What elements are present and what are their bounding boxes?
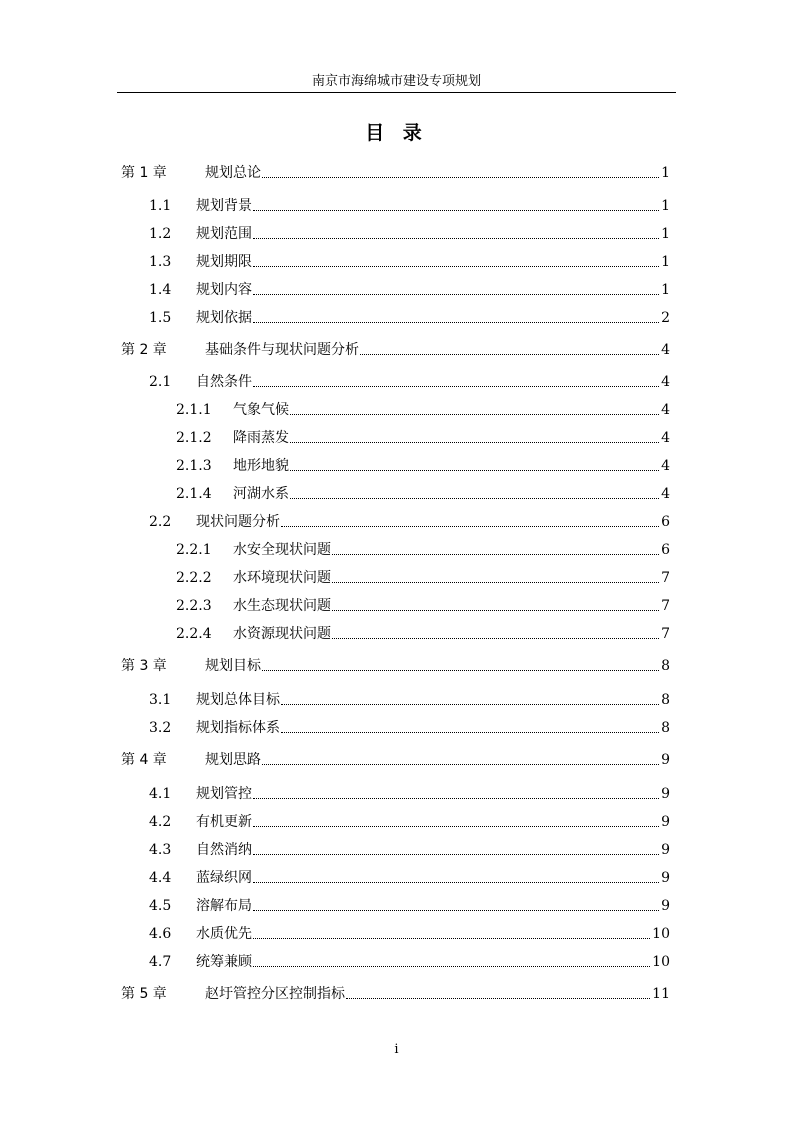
- toc-entry-page: 6: [661, 542, 670, 558]
- dot-leader: [253, 798, 659, 799]
- toc-entry-title: 水资源现状问题: [233, 626, 331, 642]
- toc-entry[interactable]: [0, 340, 793, 360]
- dot-leader: [346, 998, 650, 999]
- toc-entry-title: 规划总体目标: [196, 692, 280, 708]
- toc-entry-page: 4: [661, 430, 670, 446]
- toc-entry[interactable]: [0, 512, 793, 532]
- toc-entry-number: 第 5 章: [121, 986, 167, 1002]
- toc-entry[interactable]: [0, 568, 793, 588]
- toc-entry-page: 4: [661, 342, 670, 358]
- toc-entry-number: 2.2.4: [176, 626, 212, 642]
- dot-leader: [332, 638, 659, 639]
- toc-entry-number: 第 2 章: [121, 342, 167, 358]
- toc-entry-number: 1.3: [149, 254, 172, 270]
- toc-entry-number: 2.1.1: [176, 402, 212, 418]
- dot-leader: [253, 910, 659, 911]
- dot-leader: [253, 266, 659, 267]
- toc-entry-title: 规划指标体系: [196, 720, 280, 736]
- toc-entry-page: 1: [661, 226, 670, 242]
- toc-entry-page: 6: [661, 514, 670, 530]
- toc-entry-page: 4: [661, 458, 670, 474]
- header-rule: [117, 92, 676, 93]
- toc-entry[interactable]: [0, 784, 793, 804]
- toc-entry-page: 10: [652, 926, 670, 942]
- toc-entry-number: 1.4: [149, 282, 172, 298]
- toc-entry[interactable]: [0, 750, 793, 770]
- toc-entry-page: 4: [661, 402, 670, 418]
- toc-entry[interactable]: [0, 196, 793, 216]
- toc-entry-title: 规划期限: [196, 254, 252, 270]
- toc-entry-title: 水生态现状问题: [233, 598, 331, 614]
- running-header: 南京市海绵城市建设专项规划: [311, 74, 481, 89]
- toc-entry[interactable]: [0, 308, 793, 328]
- dot-leader: [253, 938, 650, 939]
- toc-entry-title: 规划依据: [196, 310, 252, 326]
- toc-entry-title: 水环境现状问题: [233, 570, 331, 586]
- toc-entry-page: 4: [661, 486, 670, 502]
- toc-entry[interactable]: [0, 252, 793, 272]
- toc-entry-page: 9: [661, 752, 670, 768]
- toc-entry-number: 2.1.4: [176, 486, 212, 502]
- toc-entry-number: 4.4: [149, 870, 172, 886]
- toc-entry[interactable]: [0, 400, 793, 420]
- dot-leader: [262, 764, 659, 765]
- toc-entry-number: 3.2: [149, 720, 172, 736]
- toc-entry[interactable]: [0, 984, 793, 1004]
- toc-entry-title: 溶解布局: [196, 898, 252, 914]
- dot-leader: [253, 854, 659, 855]
- dot-leader: [253, 386, 659, 387]
- toc-entry-number: 1.1: [149, 198, 172, 214]
- toc-entry-page: 8: [661, 720, 670, 736]
- toc-entry-page: 9: [661, 786, 670, 802]
- toc-entry-title: 自然条件: [196, 374, 252, 390]
- dot-leader: [253, 210, 659, 211]
- toc-title: 目 录: [365, 122, 428, 144]
- toc-entry[interactable]: [0, 428, 793, 448]
- dot-leader: [290, 442, 659, 443]
- toc-entry-number: 2.1.2: [176, 430, 212, 446]
- toc-entry-page: 1: [661, 198, 670, 214]
- toc-entry-title: 统筹兼顾: [196, 954, 252, 970]
- toc-entry-page: 4: [661, 374, 670, 390]
- toc-entry[interactable]: [0, 540, 793, 560]
- toc-entry-number: 4.2: [149, 814, 172, 830]
- dot-leader: [290, 498, 659, 499]
- toc-entry[interactable]: [0, 596, 793, 616]
- toc-entry-number: 第 3 章: [121, 658, 167, 674]
- toc-entry[interactable]: [0, 868, 793, 888]
- dot-leader: [332, 554, 659, 555]
- toc-entry-title: 气象气候: [233, 402, 289, 418]
- toc-entry-number: 4.1: [149, 786, 172, 802]
- toc-entry[interactable]: [0, 372, 793, 392]
- toc-entry-title: 规划管控: [196, 786, 252, 802]
- toc-entry-title: 降雨蒸发: [233, 430, 289, 446]
- toc-entry-title: 河湖水系: [233, 486, 289, 502]
- toc-entry-title: 规划内容: [196, 282, 252, 298]
- toc-entry-number: 4.3: [149, 842, 172, 858]
- toc-entry-page: 7: [661, 598, 670, 614]
- page-number: i: [394, 1042, 399, 1057]
- toc-entry-title: 规划总论: [205, 165, 261, 181]
- toc-entry-title: 赵圩管控分区控制指标: [205, 986, 345, 1002]
- dot-leader: [332, 610, 659, 611]
- toc-entry[interactable]: [0, 656, 793, 676]
- toc-entry-title: 地形地貌: [233, 458, 289, 474]
- toc-entry-number: 2.1: [149, 374, 172, 390]
- toc-entry-title: 规划思路: [205, 752, 261, 768]
- toc-entry-number: 1.5: [149, 310, 172, 326]
- toc-entry[interactable]: [0, 484, 793, 504]
- toc-entry[interactable]: [0, 690, 793, 710]
- toc-entry-page: 9: [661, 870, 670, 886]
- toc-entry-title: 有机更新: [196, 814, 252, 830]
- toc-entry-title: 自然消纳: [196, 842, 252, 858]
- toc-entry[interactable]: [0, 163, 793, 183]
- toc-entry-title: 水质优先: [196, 926, 252, 942]
- toc-entry-number: 4.7: [149, 954, 172, 970]
- toc-entry-number: 2.2.1: [176, 542, 212, 558]
- toc-entry[interactable]: [0, 456, 793, 476]
- toc-entry-title: 规划范围: [196, 226, 252, 242]
- toc-entry-page: 9: [661, 814, 670, 830]
- toc-entry-number: 1.2: [149, 226, 172, 242]
- toc-entry-title: 基础条件与现状问题分析: [205, 342, 359, 358]
- toc-entry-page: 9: [661, 842, 670, 858]
- toc-entry-number: 2.2: [149, 514, 172, 530]
- toc-entry-page: 2: [661, 310, 670, 326]
- toc-entry[interactable]: [0, 718, 793, 738]
- toc-entry-page: 1: [661, 282, 670, 298]
- dot-leader: [332, 582, 659, 583]
- toc-entry[interactable]: [0, 896, 793, 916]
- toc-entry[interactable]: [0, 224, 793, 244]
- dot-leader: [290, 470, 659, 471]
- toc-entry-page: 10: [652, 954, 670, 970]
- dot-leader: [253, 238, 659, 239]
- dot-leader: [262, 670, 659, 671]
- toc-entry-page: 1: [661, 254, 670, 270]
- toc-entry[interactable]: [0, 840, 793, 860]
- toc-entry-number: 4.5: [149, 898, 172, 914]
- toc-entry-title: 规划背景: [196, 198, 252, 214]
- dot-leader: [253, 826, 659, 827]
- dot-leader: [290, 414, 659, 415]
- dot-leader: [281, 526, 659, 527]
- toc-entry-number: 2.2.3: [176, 598, 212, 614]
- toc-entry-title: 水安全现状问题: [233, 542, 331, 558]
- toc-entry-number: 2.2.2: [176, 570, 212, 586]
- toc-entry-page: 11: [652, 986, 670, 1002]
- dot-leader: [262, 177, 659, 178]
- toc-entry[interactable]: [0, 624, 793, 644]
- toc-entry-page: 8: [661, 692, 670, 708]
- toc-entry-page: 9: [661, 898, 670, 914]
- dot-leader: [360, 354, 659, 355]
- toc-entry-title: 现状问题分析: [196, 514, 280, 530]
- toc-entry[interactable]: [0, 952, 793, 972]
- toc-entry-number: 第 4 章: [121, 752, 167, 768]
- dot-leader: [253, 294, 659, 295]
- toc-entry-title: 蓝绿织网: [196, 870, 252, 886]
- toc-entry-number: 2.1.3: [176, 458, 212, 474]
- toc-entry-page: 7: [661, 570, 670, 586]
- toc-entry-number: 3.1: [149, 692, 172, 708]
- toc-entry[interactable]: [0, 924, 793, 944]
- dot-leader: [281, 704, 659, 705]
- toc-entry-number: 4.6: [149, 926, 172, 942]
- toc-entry-page: 7: [661, 626, 670, 642]
- toc-entry[interactable]: [0, 280, 793, 300]
- toc-entry-title: 规划目标: [205, 658, 261, 674]
- toc-entry[interactable]: [0, 812, 793, 832]
- dot-leader: [253, 322, 659, 323]
- dot-leader: [281, 732, 659, 733]
- dot-leader: [253, 966, 650, 967]
- toc-entry-page: 1: [661, 165, 670, 181]
- toc-entry-number: 第 1 章: [121, 165, 167, 181]
- dot-leader: [253, 882, 659, 883]
- toc-entry-page: 8: [661, 658, 670, 674]
